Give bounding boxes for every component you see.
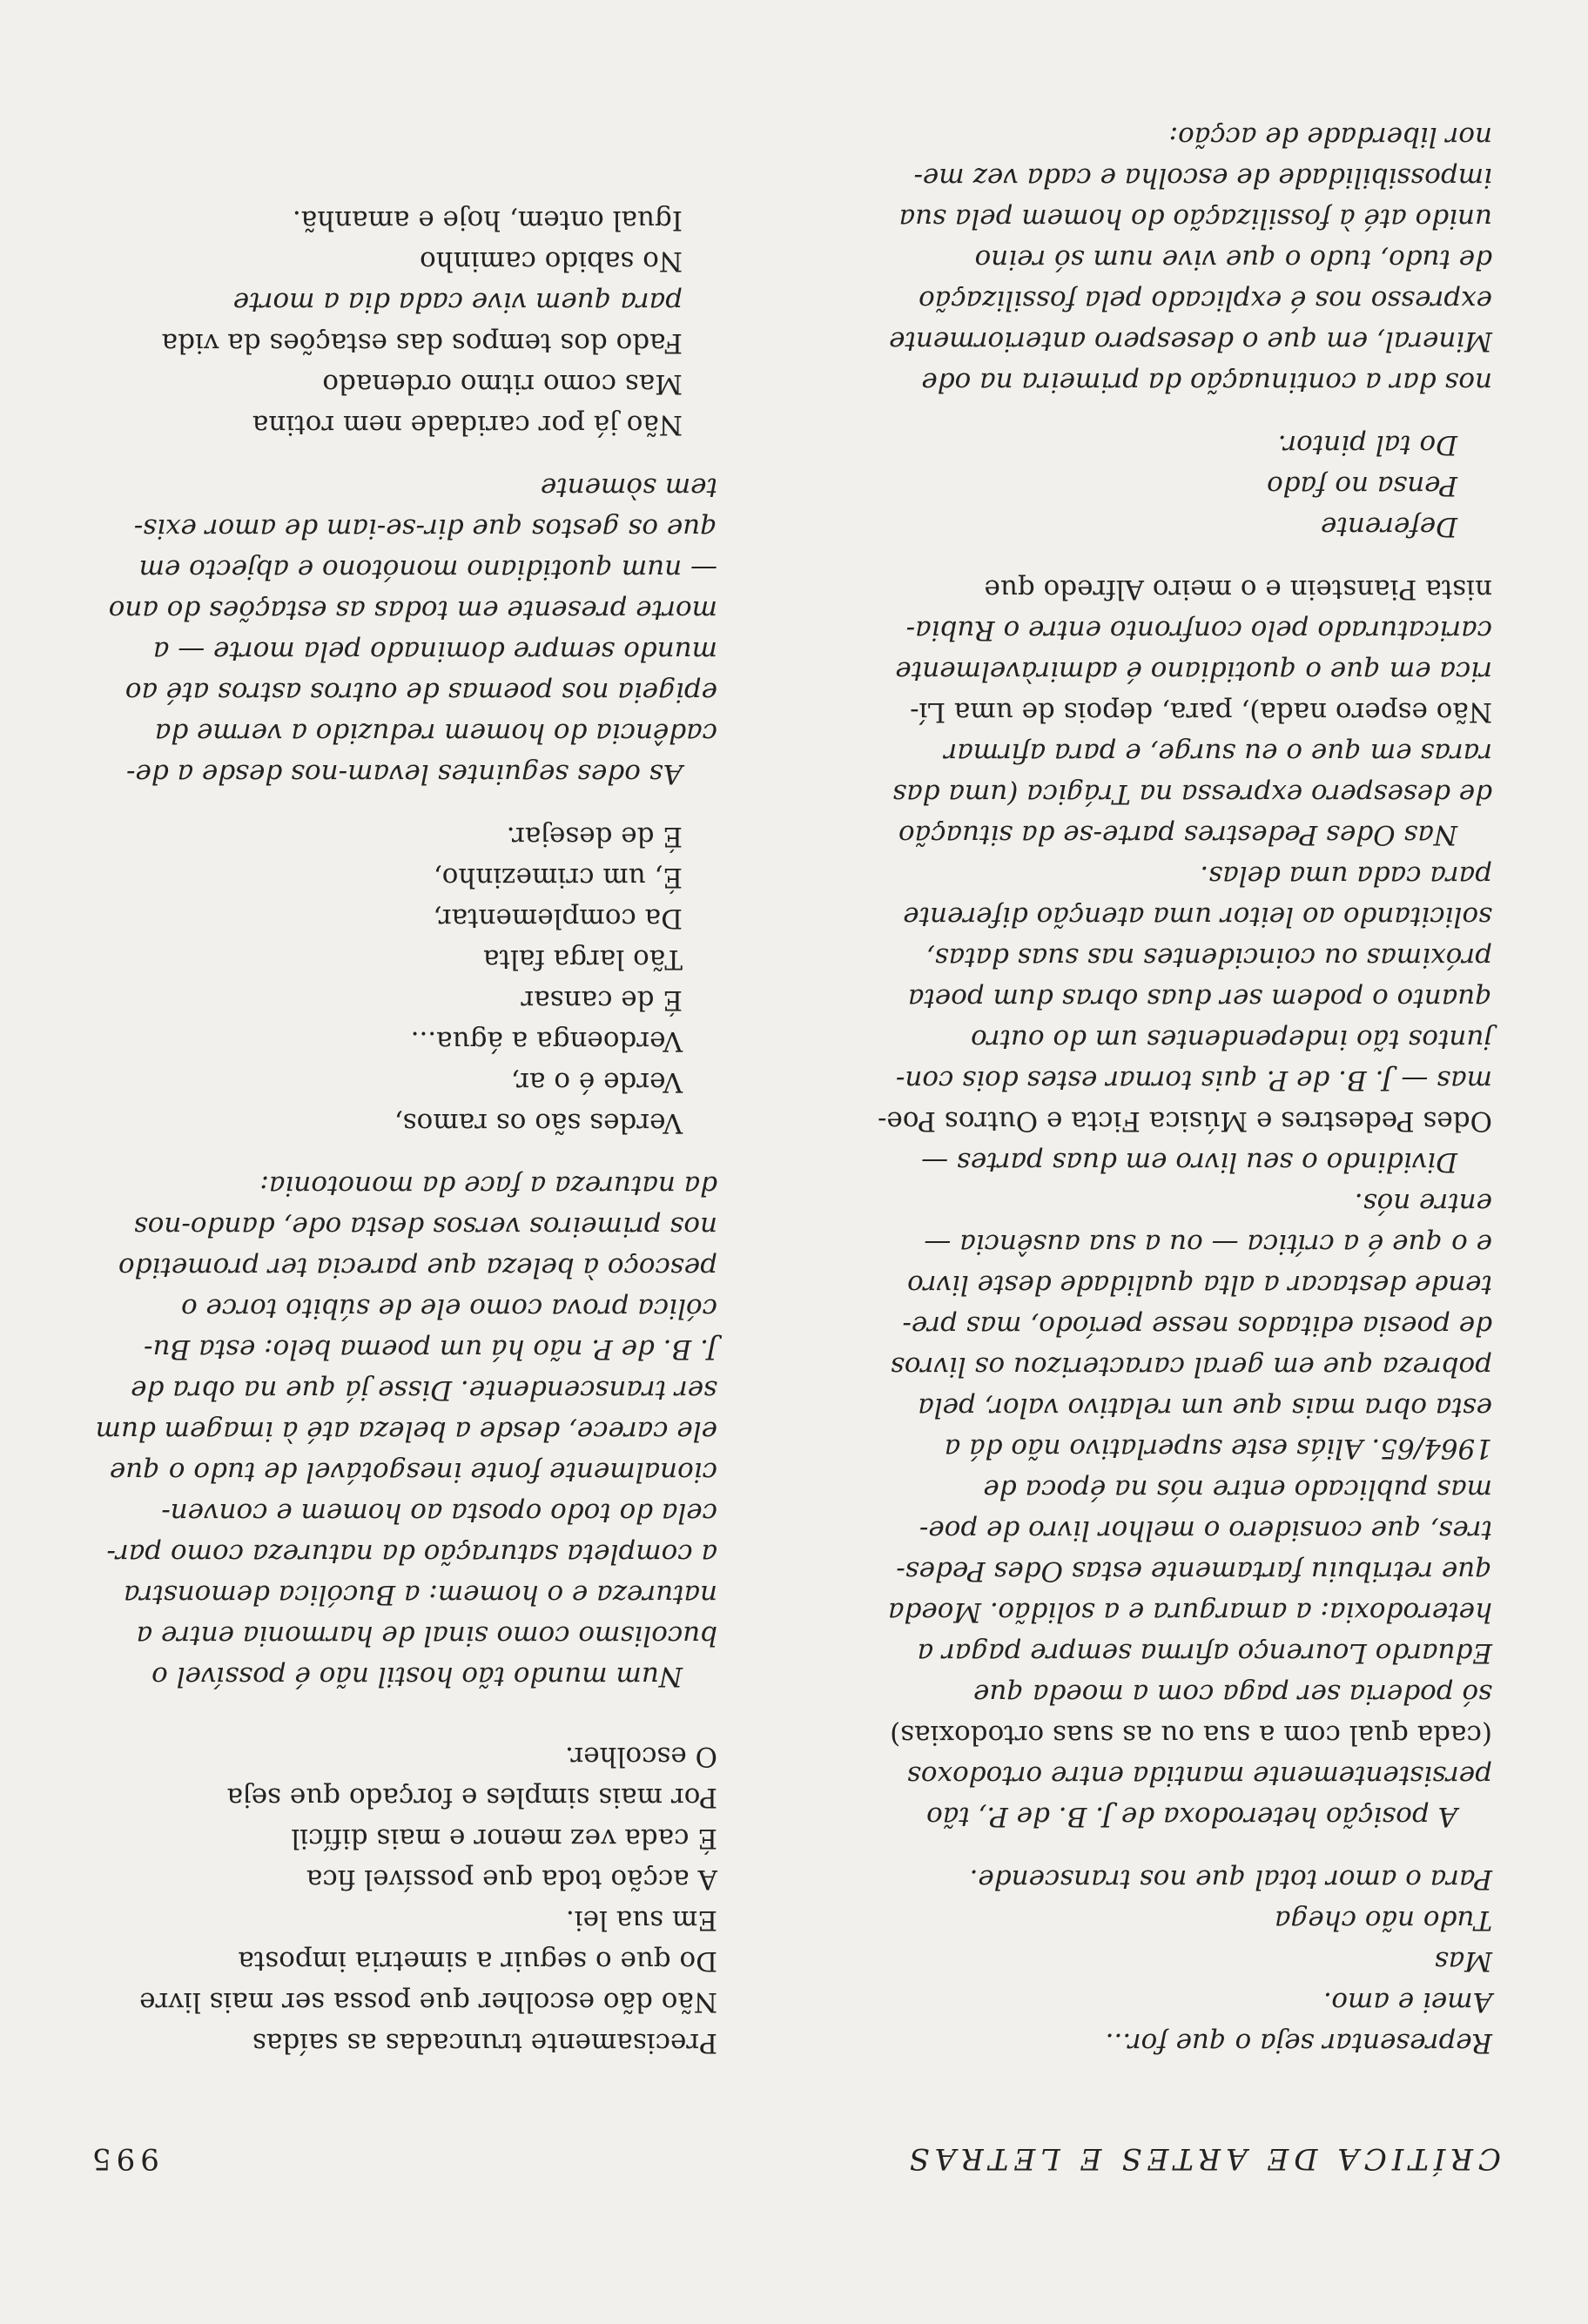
text-line: J. B. de P. não há um poema belo: esta Bu- [144,1333,717,1365]
text-line: Dividindo o seu livro em duas partes — [921,1146,1457,1178]
page-number: 995 [87,2141,159,2176]
text-line: 1964/65. Aliás este superlativo não dá a [944,1433,1492,1464]
text-line: mas publicado entre nós na época de [983,1474,1492,1505]
text-line: expresso nos é explicado pela fossilização [918,285,1492,316]
text-line: tende destacar a alta qualidade deste livro [907,1269,1492,1300]
text-line: raras em que o eu surge, e para afirmar [944,737,1492,769]
poem-excerpt-2 [752,424,1492,547]
poem-line: Deferente [1321,511,1457,542]
text-line: Não espero nada), para, depois de uma Lí- [910,696,1492,728]
text-line: juntos tão independentes um do outro [971,1024,1492,1055]
poem-line: Tão larga falta [483,944,683,975]
left-column [752,116,1492,2063]
poem-line: No sabido caminho [420,245,683,277]
text-line: de desespero expressa na Trágica (uma das [892,778,1492,809]
text-line: unido até à fossilização do homem pela sua [898,203,1492,234]
poem-excerpt-3 [0,1736,717,2063]
text-line: nor liberdade de acção: [1168,121,1492,152]
poem-line: para quem vive cada dia a morte [232,286,683,318]
paragraph-5 [0,1165,717,1696]
poem-line: Pensa no fado [1267,470,1457,501]
poem-excerpt-4 [0,816,717,1143]
text-line: de poesia editados nesse período, mas pre- [902,1310,1492,1341]
poem-line: Precisamente truncadas as saídas [252,2027,717,2059]
paragraph-4 [752,116,1492,402]
text-line: entre nós. [1354,1187,1492,1219]
text-line: bucolismo como sinal de harmonia entre a [136,1620,717,1651]
text-line: a completa saturação da natureza como par- [106,1538,717,1569]
text-line: da natureza a face da monotonia: [259,1170,717,1201]
poem-line: Não dão escolher que possa ser mais livre [139,1986,717,2018]
poem-line: Em sua lei. [565,1904,717,1936]
text-line: Eduardo Lourenço afirma sempre pagar a [917,1637,1492,1669]
poem-line: Verdoenga a água... [410,1025,683,1057]
text-line: ser transcendente. Disse já que na obra de [131,1374,717,1406]
poem-line: É, um crimezinho, [433,862,683,893]
poem-line: A acção toda que possível fica [306,1864,717,1895]
running-header [87,2141,1501,2176]
text-line: pobreza que em geral caracterizou os livros [890,1351,1492,1382]
text-line: rica em que o quotidiano é admiràvelmente [895,655,1492,687]
poem-line: Por mais simples e forçado que seja [226,1782,717,1813]
journal-title: CRÍTICA DE ARTES E LETRAS [904,2141,1501,2176]
poem-line: O escolher. [564,1741,717,1772]
text-line: impossibilidade de escolha e cada vez me- [913,162,1492,193]
text-line: pescoço à beleza que parecia ter prometido [118,1252,717,1283]
text-line: que retribuiu fartamente estas Odes Pedes- [896,1555,1492,1587]
poem-line: Amei e amo. [1323,1986,1492,2018]
poem-line: É de desejar. [506,821,683,852]
poem-line: Verde é o ar, [510,1066,683,1098]
poem-excerpt-1 [752,1858,1492,2063]
text-line: As odes seguintes levam-nos desde a de- [126,758,683,789]
poem-excerpt-5 [0,199,717,445]
text-line: tem sòmente [540,472,717,503]
right-column [0,199,717,2063]
poem-line: Fado dos tempos das estações da vida [161,327,683,359]
poem-line: Igual ontem, hoje e amanhã. [292,205,683,236]
text-line: cólica prova como ele de súbito torce o [181,1293,717,1324]
text-line: caricaturado pelo confronto entre o Rubia- [905,615,1492,646]
text-line: nos primeiros versos desta ode, dando-nos [133,1211,717,1242]
text-line: esta obra mais que um relativo valor, pela [918,1392,1492,1423]
text-line: epigeia nos poemas de outros astros até ao [124,676,717,708]
poem-line: Mas [1434,1945,1492,1977]
text-line: só poderia ser paga com a moeda que [973,1678,1492,1709]
text-line: mundo sempre dominado pela morte — a [152,635,717,667]
text-line: Nas Odes Pedestres parte-se da situação [898,819,1457,850]
poem-line: Do tal pintor. [1277,429,1457,460]
text-line: solicitando ao leitor uma atenção diferente [903,901,1492,932]
text-line: persistentemente mantida entre ortodoxos [906,1760,1492,1791]
poem-line: Tudo não chega [1275,1904,1492,1936]
text-line: natureza e o homem: a Bucólica demonstra [124,1579,717,1610]
poem-line: Verdes são os ramos, [394,1107,683,1138]
text-line: cela do todo oposta ao homem e conven- [161,1497,717,1528]
text-line: nista Pianstein e o meiro Alfredo que [984,574,1492,605]
text-line: heterodoxia: a amargura e a solidão. Moeda [888,1596,1492,1628]
text-line: A posição heterodoxa de J. B. de P., tão [926,1801,1457,1832]
poem-line: Para o amor total que nos transcende. [969,1864,1492,1895]
text-line: cionalmente fonte inesgotável de tudo o que [109,1456,717,1488]
text-line: tres, que considero o melhor livro de poe- [918,1515,1492,1546]
paragraph-6 [0,467,717,794]
text-line: (cada qual com a sua ou as suas ortodoxias) [890,1719,1492,1750]
poem-line: Da complementar, [433,903,683,934]
poem-line: Não já por caridade nem rotina [252,409,683,440]
poem-line: É de cansar [521,984,683,1016]
poem-line: Representar seja o que for... [1105,2027,1492,2059]
text-line: — num quotidiano monótono e abjecto em [138,554,717,585]
text-line: para cada uma delas. [1200,860,1492,891]
poem-line: Mas como ritmo ordenado [322,368,683,400]
text-line: cadência do homem reduzido a verme da [154,717,717,749]
text-line: ele carece, desde a beleza até à imagem dum [95,1415,717,1447]
paragraph-3 [752,568,1492,855]
text-line: morte presente em todas as estações do ano [108,594,717,626]
text-line: nos dar a continuação da primeira na ode [921,366,1492,398]
text-line: próximas ou coincidentes nas suas datas, [925,942,1492,973]
poem-line: Do que o seguir a simetria imposta [238,1945,717,1977]
paragraph-1 [752,1182,1492,1837]
text-line: e o que é a crítica — ou a sua ausência — [924,1228,1492,1259]
paragraph-2 [752,855,1492,1182]
text-line: quanto o podem ser duas obras dum poeta [907,983,1492,1014]
text-line: Odes Pedestres e Música Ficta e Outros Poe- [877,1105,1492,1137]
text-line: de tudo, tudo o que vive num só reino [974,244,1492,275]
text-line: mas — J. B. de P. quis tornar estes dois con- [895,1065,1492,1096]
text-line: Mineral, em que o desespero anteriormente [889,326,1492,357]
poem-line: É cada vez menor e mais difícil [291,1823,717,1854]
text-line: Num mundo tão hostil não é possível o [151,1661,683,1692]
text-line: que os gestos que dir-se-iam de amor exis- [133,513,717,544]
